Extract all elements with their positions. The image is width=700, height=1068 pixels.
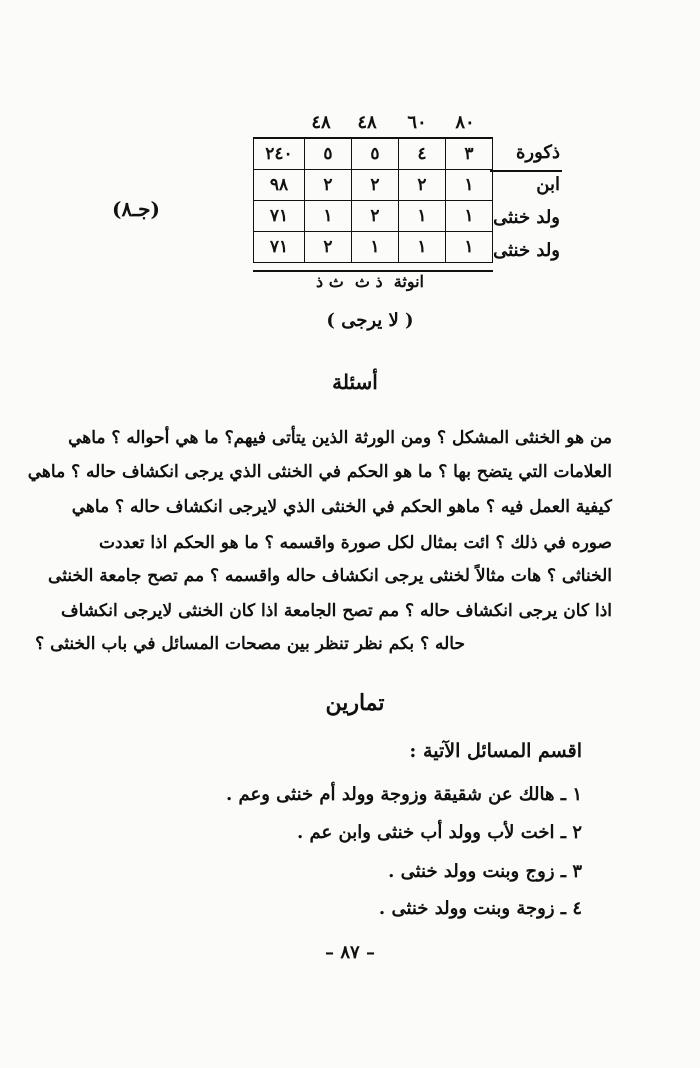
table-row bbox=[254, 201, 493, 232]
distribution-table bbox=[253, 138, 493, 263]
question-line: العلامات التي يتضح بها ؟ ما هو الحكم في الخنثى الذي يرجى انكشاف حاله ؟ ماهي bbox=[27, 462, 612, 482]
exercise-item: ٣ ـ زوج وبنت وولد خنثى . bbox=[388, 861, 582, 882]
table-cell: ٥ bbox=[305, 139, 352, 170]
column-total-2: ٤٨ bbox=[357, 112, 377, 133]
label-underline bbox=[490, 170, 562, 172]
exercise-item: ٢ ـ اخت لأب وولد أب خنثى وابن عم . bbox=[296, 822, 582, 843]
table-cell: ١ bbox=[446, 170, 493, 201]
table-row bbox=[254, 170, 493, 201]
table-cell: ٢٤٠ bbox=[254, 139, 305, 170]
row-label-dhukura: ذكورة bbox=[515, 142, 560, 163]
table-cell: ٤ bbox=[399, 139, 446, 170]
exercises-heading: تمارين bbox=[325, 690, 385, 716]
footer-labels: انوثة ذ ث ث ذ bbox=[316, 272, 424, 291]
table-cell: ٧١ bbox=[254, 232, 305, 263]
table-cell: ٩٨ bbox=[254, 170, 305, 201]
question-line: من هو الخنثى المشكل ؟ ومن الورثة الذين يتأتى فيهم؟ ما هي أحواله ؟ ماهي bbox=[68, 428, 612, 448]
table-cell: ١ bbox=[446, 201, 493, 232]
table-row bbox=[254, 232, 493, 263]
question-line: اذا كان يرجى انكشاف حاله ؟ مم تصح الجامعة اذا كان الخنثى لايرجى انكشاف bbox=[60, 601, 612, 621]
row-label-ibn: ابن bbox=[536, 174, 560, 195]
column-total-4: ٨٠ bbox=[455, 112, 475, 133]
table-cell: ٢ bbox=[305, 232, 352, 263]
table-cell: ١ bbox=[399, 201, 446, 232]
table-cell: ٣ bbox=[446, 139, 493, 170]
question-line: كيفية العمل فيه ؟ ماهو الحكم في الخنثى الذي لايرجى انكشاف حاله ؟ ماهي bbox=[71, 497, 612, 517]
page-number: – ٨٧ – bbox=[325, 942, 375, 963]
exercises-intro: اقسم المسائل الآتية : bbox=[409, 740, 582, 762]
table-cell: ٧١ bbox=[254, 201, 305, 232]
table-cell: ١ bbox=[305, 201, 352, 232]
table-cell: ١ bbox=[446, 232, 493, 263]
table-cell: ٥ bbox=[352, 139, 399, 170]
questions-heading: أسئلة bbox=[332, 370, 378, 394]
table-note: ( لا يرجى ) bbox=[326, 310, 414, 331]
question-line: صوره في ذلك ؟ ائت بمثال لكل صورة واقسمه ؟ ما هو الحكم اذا تعددت bbox=[99, 533, 612, 553]
exercise-item: ١ ـ هالك عن شقيقة وزوجة وولد أم خنثى وعم . bbox=[225, 784, 582, 805]
table-cell: ١ bbox=[352, 232, 399, 263]
table-cell: ٢ bbox=[399, 170, 446, 201]
column-total-1: ٤٨ bbox=[311, 112, 331, 133]
question-line: حاله ؟ بكم نظر تنظر بين مصحات المسائل في باب الخنثى ؟ bbox=[35, 634, 465, 654]
side-note: (جـ٨) bbox=[112, 197, 160, 221]
question-line: الخناثى ؟ هات مثالاً لخنثى يرجى انكشاف حاله واقسمه ؟ مم تصح جامعة الخنثى bbox=[48, 566, 612, 586]
table-cell: ٢ bbox=[305, 170, 352, 201]
table-row bbox=[254, 139, 493, 170]
column-total-3: ٦٠ bbox=[407, 112, 427, 133]
row-label-walad-khuntha-2: ولد خنثى bbox=[493, 240, 560, 261]
table-cell: ٢ bbox=[352, 170, 399, 201]
row-label-walad-khuntha-1: ولد خنثى bbox=[493, 207, 560, 228]
table-cell: ١ bbox=[399, 232, 446, 263]
exercise-item: ٤ ـ زوجة وبنت وولد خنثى . bbox=[378, 898, 582, 919]
table-cell: ٢ bbox=[352, 201, 399, 232]
